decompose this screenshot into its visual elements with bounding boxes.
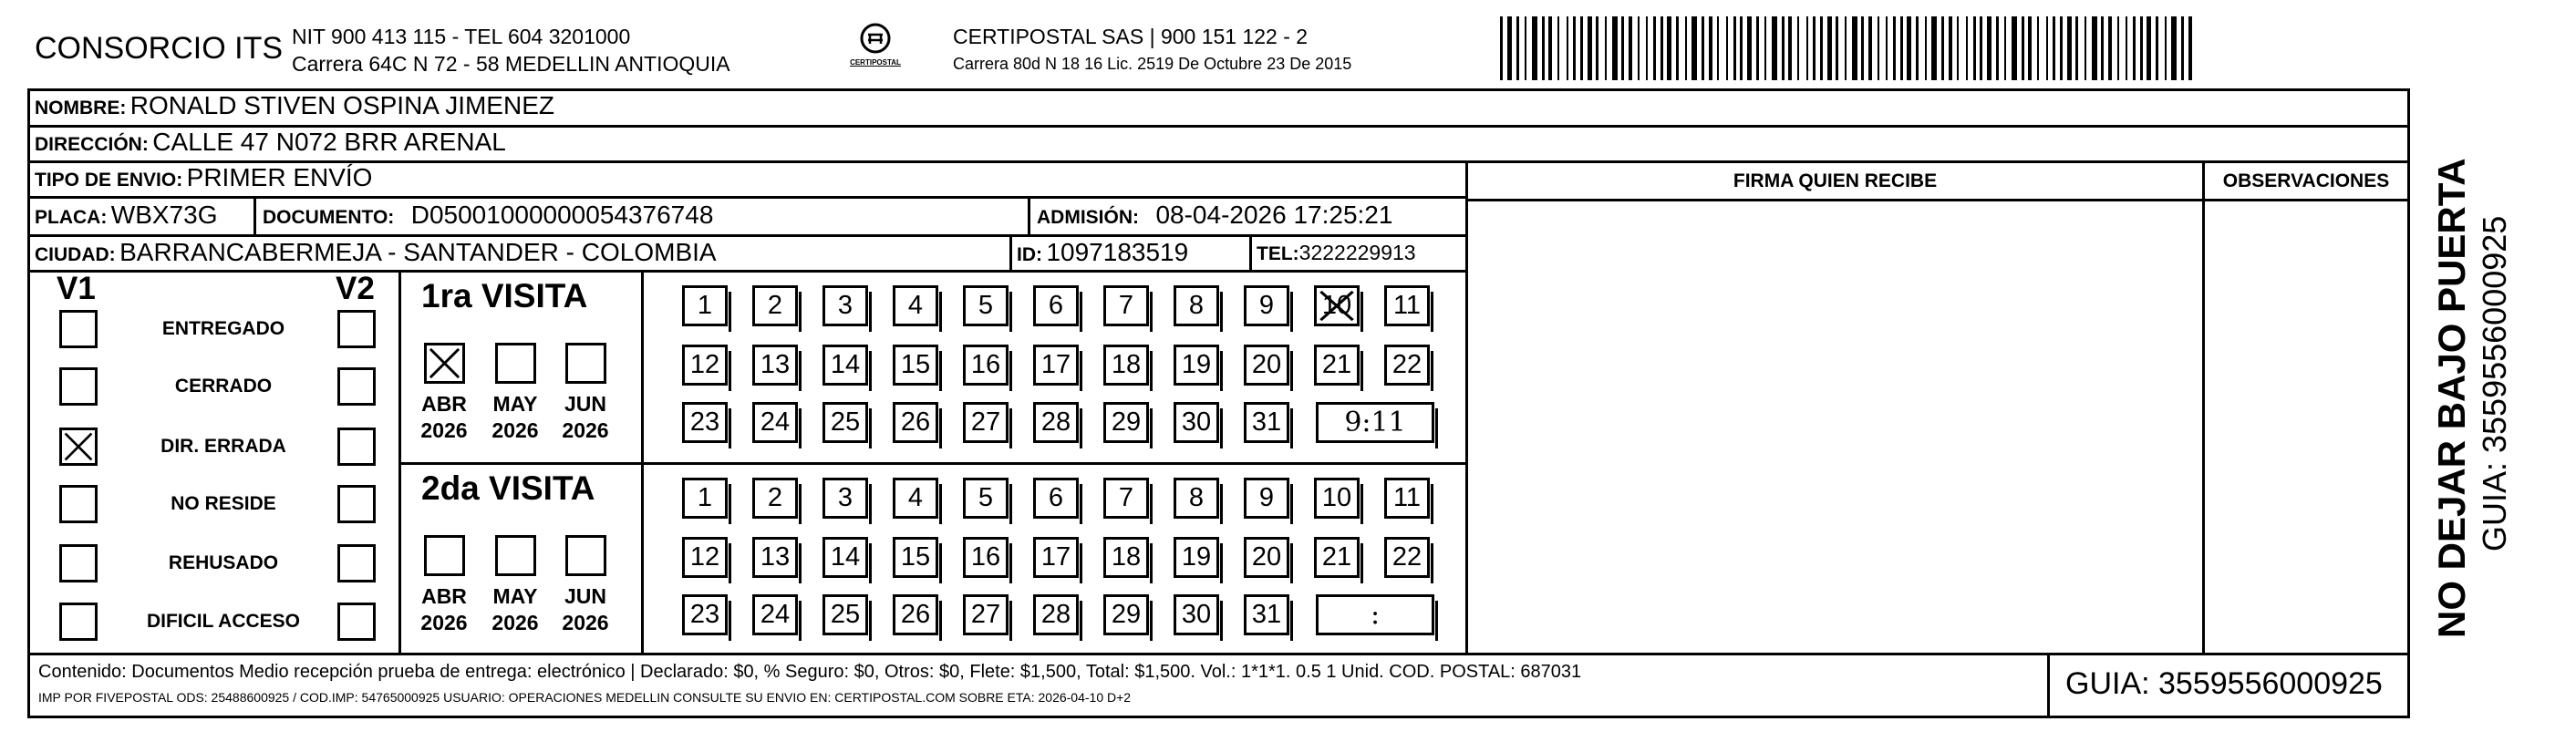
barcode <box>1500 16 2202 80</box>
footer-guia: GUIA: 3559556000925 <box>2065 666 2383 701</box>
firma-label: FIRMA QUIEN RECIBE <box>1733 170 1938 191</box>
company-address: Carrera 64C N 72 - 58 MEDELLIN ANTIOQUIA <box>292 52 730 76</box>
day-number: 3 <box>837 291 853 320</box>
month-name: ABR <box>421 584 467 608</box>
visit1-day-3[interactable] <box>822 285 868 326</box>
visit2-day-28[interactable] <box>1033 594 1079 635</box>
day-number: 19 <box>1181 542 1212 572</box>
company-nit: NIT 900 413 115 - TEL 604 3201000 <box>292 25 631 48</box>
v2-checkbox-2[interactable] <box>337 367 376 406</box>
visit2-day-2[interactable] <box>752 478 798 519</box>
visit2-day-8[interactable] <box>1174 478 1219 519</box>
visit2-day-7[interactable] <box>1103 478 1149 519</box>
row-line <box>27 270 1468 273</box>
visit2-day-15[interactable] <box>893 537 938 578</box>
visit1-title: 1ra VISITA <box>421 277 588 314</box>
day-number: 12 <box>689 542 720 572</box>
direccion-value: CALLE 47 N072 BRR ARENAL <box>152 128 506 156</box>
visit2-month-checkbox-3[interactable] <box>565 535 606 576</box>
tel-value: 3222229913 <box>1298 241 1416 264</box>
visit1-day-27[interactable] <box>963 402 1009 443</box>
tipo-row <box>35 163 372 192</box>
visit2-day-27[interactable] <box>963 594 1009 635</box>
status-option-label: DIFICIL ACCESO <box>146 611 300 632</box>
admision-label: ADMISIÓN: <box>1037 207 1139 228</box>
month-label <box>553 583 617 636</box>
ciudad-field <box>35 238 717 267</box>
month-label <box>412 391 476 444</box>
visit1-day-20[interactable] <box>1244 345 1289 386</box>
v2-checkbox-5[interactable] <box>337 544 376 582</box>
day-number: 30 <box>1181 600 1212 629</box>
nombre-label: NOMBRE: <box>35 98 127 119</box>
day-number: 30 <box>1181 407 1212 437</box>
v2-label: V2 <box>336 271 375 306</box>
courier-name: CERTIPOSTAL SAS | 900 151 122 - 2 <box>953 25 1309 48</box>
visit1-day-30[interactable] <box>1174 402 1219 443</box>
visit2-day-13[interactable] <box>752 537 798 578</box>
frame-bottom <box>27 716 2410 718</box>
visit1-day-21[interactable] <box>1314 345 1360 386</box>
month-label <box>412 583 476 636</box>
col-line <box>641 270 644 653</box>
day-number: 9 <box>1258 291 1275 320</box>
visit1-day-6[interactable] <box>1033 285 1079 326</box>
visit2-day-18[interactable] <box>1103 537 1149 578</box>
v2-checkbox-3[interactable] <box>337 428 376 466</box>
company-name: CONSORCIO ITS <box>35 31 284 66</box>
observaciones-area[interactable] <box>2205 201 2407 653</box>
ciudad-label: CIUDAD: <box>35 244 116 265</box>
tipo-value: PRIMER ENVÍO <box>186 163 373 191</box>
day-number: 2 <box>767 291 783 320</box>
month-label <box>483 391 547 444</box>
ciudad-value: BARRANCABERMEJA - SANTANDER - COLOMBIA <box>119 238 717 266</box>
certipostal-logo <box>825 18 926 75</box>
day-number: 8 <box>1188 291 1205 320</box>
status-option-label: NO RESIDE <box>171 493 276 514</box>
visit1-month-checkbox-2[interactable] <box>495 343 536 384</box>
visit2-day-23[interactable] <box>682 594 728 635</box>
day-number: 31 <box>1251 407 1282 437</box>
day-number: 26 <box>900 600 931 629</box>
visit1-day-19[interactable] <box>1174 345 1219 386</box>
visit1-day-15[interactable] <box>893 345 938 386</box>
visit2-time-field[interactable] <box>1316 594 1434 635</box>
day-number: 28 <box>1040 407 1071 437</box>
row-line <box>27 160 2410 163</box>
status-option-label: REHUSADO <box>168 552 279 573</box>
day-number: 2 <box>767 483 783 512</box>
visit2-day-4[interactable] <box>893 478 938 519</box>
month-name: MAY <box>492 584 538 608</box>
placa-label: PLACA: <box>35 207 108 228</box>
visit2-month-checkbox-2[interactable] <box>495 535 536 576</box>
day-number: 14 <box>830 542 861 572</box>
month-year: 2026 <box>420 611 468 634</box>
col-line <box>253 196 256 234</box>
day-number: 22 <box>1391 542 1422 572</box>
day-number: 6 <box>1048 291 1064 320</box>
visit2-day-1[interactable] <box>682 478 728 519</box>
day-number: 1 <box>697 483 713 512</box>
placa-value: WBX73G <box>110 201 218 229</box>
month-name: JUN <box>564 584 606 608</box>
month-name: JUN <box>564 392 606 416</box>
observaciones-label: OBSERVACIONES <box>2222 170 2390 191</box>
visit2-day-21[interactable] <box>1314 537 1360 578</box>
row-line <box>27 653 2410 655</box>
day-number: 25 <box>830 600 861 629</box>
side-guia: GUIA: 3559556000925 <box>2476 215 2513 551</box>
day-number: 21 <box>1321 350 1352 379</box>
tipo-label: TIPO DE ENVIO: <box>35 170 183 191</box>
visit1-day-12[interactable] <box>682 345 728 386</box>
day-number: 24 <box>760 407 791 437</box>
day-number: 15 <box>900 542 931 572</box>
visit2-day-29[interactable] <box>1103 594 1149 635</box>
visit1-day-28[interactable] <box>1033 402 1079 443</box>
visit2-day-19[interactable] <box>1174 537 1219 578</box>
day-number: 21 <box>1321 542 1352 572</box>
month-year: 2026 <box>562 418 609 442</box>
month-label <box>553 391 617 444</box>
visit2-day-5[interactable] <box>963 478 1009 519</box>
day-number: 24 <box>760 600 791 629</box>
visit1-day-26[interactable] <box>893 402 938 443</box>
visit2-day-11[interactable] <box>1384 478 1430 519</box>
x-mark-icon <box>62 430 95 463</box>
visit2-day-31[interactable] <box>1244 594 1289 635</box>
month-year: 2026 <box>562 611 609 634</box>
visit-divider <box>398 462 1468 465</box>
nombre-row <box>35 91 554 120</box>
day-number: 23 <box>689 407 720 437</box>
visit1-day-14[interactable] <box>822 345 868 386</box>
visit1-day-23[interactable] <box>682 402 728 443</box>
visit1-day-4[interactable] <box>893 285 938 326</box>
day-number: 18 <box>1111 350 1142 379</box>
logo-caption: CERTIPOSTAL <box>850 58 901 67</box>
day-number: 13 <box>760 542 791 572</box>
day-number: 13 <box>760 350 791 379</box>
visit2-day-6[interactable] <box>1033 478 1079 519</box>
day-number: 29 <box>1111 407 1142 437</box>
day-number: 8 <box>1188 483 1205 512</box>
v2-checkbox-4[interactable] <box>337 485 376 523</box>
day-number: 4 <box>907 291 924 320</box>
visit2-day-14[interactable] <box>822 537 868 578</box>
visit1-month-checkbox-1[interactable] <box>424 343 465 384</box>
visit1-day-11[interactable] <box>1384 285 1430 326</box>
footer-contenido: Contenido: Documentos Medio recepción prueba de entrega: electrónico | Declarado: $0, % Seguro: $0, Otros: $0, Flete: $1,500, Total: $1,500. Vol.: 1*1*1. 0.5 1 Unid. COD. POSTAL: 687031 <box>38 662 1582 682</box>
placa-field <box>35 201 217 230</box>
x-mark-icon <box>427 345 462 381</box>
visit2-day-12[interactable] <box>682 537 728 578</box>
day-number: 26 <box>900 407 931 437</box>
day-number: 7 <box>1118 483 1134 512</box>
v1-checkbox-1[interactable] <box>59 310 98 348</box>
day-number: 10 <box>1321 291 1352 320</box>
frame-left <box>27 88 30 717</box>
visit2-day-30[interactable] <box>1174 594 1219 635</box>
v1-label: V1 <box>57 271 96 306</box>
day-number: 7 <box>1118 291 1134 320</box>
day-number: 27 <box>970 407 1001 437</box>
visit1-day-29[interactable] <box>1103 402 1149 443</box>
month-name: MAY <box>492 392 538 416</box>
visit1-day-10[interactable] <box>1314 285 1360 326</box>
visit1-day-8[interactable] <box>1174 285 1219 326</box>
day-number: 6 <box>1048 483 1064 512</box>
visit1-day-24[interactable] <box>752 402 798 443</box>
visit1-month-checkbox-3[interactable] <box>565 343 606 384</box>
col-line <box>1009 234 1012 270</box>
visit2-day-20[interactable] <box>1244 537 1289 578</box>
id-value: 1097183519 <box>1046 238 1189 266</box>
visit2-day-9[interactable] <box>1244 478 1289 519</box>
status-option-label: ENTREGADO <box>161 318 285 339</box>
tel-label: TEL: <box>1257 243 1299 264</box>
time-value: : <box>1370 598 1381 631</box>
day-number: 3 <box>837 483 853 512</box>
direccion-row <box>35 128 506 157</box>
courier-address: Carrera 80d N 18 16 Lic. 2519 De Octubre 23 De 2015 <box>953 55 1352 73</box>
admision-value: 08-04-2026 17:25:21 <box>1155 201 1393 229</box>
visit2-day-26[interactable] <box>893 594 938 635</box>
visit1-day-9[interactable] <box>1244 285 1289 326</box>
visit1-day-25[interactable] <box>822 402 868 443</box>
visit2-day-10[interactable] <box>1314 478 1360 519</box>
day-number: 17 <box>1040 542 1071 572</box>
tel-field <box>1257 241 1416 265</box>
visit1-day-31[interactable] <box>1244 402 1289 443</box>
day-number: 16 <box>970 542 1001 572</box>
v2-checkbox-6[interactable] <box>337 603 376 641</box>
v1-checkbox-3[interactable] <box>59 428 98 466</box>
admision-field <box>1037 201 1392 230</box>
visit2-day-25[interactable] <box>822 594 868 635</box>
id-label: ID: <box>1017 244 1042 265</box>
month-year: 2026 <box>491 611 539 634</box>
visit2-day-22[interactable] <box>1384 537 1430 578</box>
day-number: 25 <box>830 407 861 437</box>
nombre-value: RONALD STIVEN OSPINA JIMENEZ <box>129 91 554 119</box>
day-number: 14 <box>830 350 861 379</box>
visit1-day-2[interactable] <box>752 285 798 326</box>
visit1-day-7[interactable] <box>1103 285 1149 326</box>
visit2-month-checkbox-1[interactable] <box>424 535 465 576</box>
documento-value: D05001000000054376748 <box>410 201 714 229</box>
day-number: 20 <box>1251 350 1282 379</box>
day-number: 5 <box>978 291 994 320</box>
month-year: 2026 <box>491 418 539 442</box>
day-number: 16 <box>970 350 1001 379</box>
month-label <box>483 583 547 636</box>
day-number: 19 <box>1181 350 1212 379</box>
day-number: 10 <box>1321 483 1352 512</box>
signature-area[interactable] <box>1468 201 2202 653</box>
row-line <box>27 196 1468 199</box>
day-number: 17 <box>1040 350 1071 379</box>
visit2-title: 2da VISITA <box>421 469 595 507</box>
day-number: 27 <box>970 600 1001 629</box>
month-name: ABR <box>421 392 467 416</box>
visit1-day-17[interactable] <box>1033 345 1079 386</box>
col-line <box>398 270 401 653</box>
day-number: 4 <box>907 483 924 512</box>
visit2-day-17[interactable] <box>1033 537 1079 578</box>
day-number: 15 <box>900 350 931 379</box>
row-line <box>27 234 1468 237</box>
day-number: 11 <box>1392 483 1422 512</box>
col-line <box>1028 196 1030 234</box>
day-number: 11 <box>1392 291 1422 320</box>
visit1-day-22[interactable] <box>1384 345 1430 386</box>
visit1-day-16[interactable] <box>963 345 1009 386</box>
day-number: 20 <box>1251 542 1282 572</box>
frame-right <box>2407 88 2410 717</box>
status-option-label: DIR. ERRADA <box>160 436 286 457</box>
no-dejar-warning: NO DEJAR BAJO PUERTA <box>2430 158 2473 638</box>
visit1-day-1[interactable] <box>682 285 728 326</box>
day-number: 12 <box>689 350 720 379</box>
col-line <box>1249 234 1252 270</box>
documento-label: DOCUMENTO: <box>263 207 395 228</box>
day-number: 23 <box>689 600 720 629</box>
day-number: 9 <box>1258 483 1275 512</box>
visit1-day-5[interactable] <box>963 285 1009 326</box>
day-number: 29 <box>1111 600 1142 629</box>
v1-checkbox-6[interactable] <box>59 603 98 641</box>
day-number: 22 <box>1391 350 1422 379</box>
visit1-day-18[interactable] <box>1103 345 1149 386</box>
id-field <box>1017 238 1188 267</box>
footer-imp: IMP POR FIVEPOSTAL ODS: 25488600925 / COD.IMP: 54765000925 USUARIO: OPERACIONES MEDELLIN CONSULTE SU ENVIO EN: CERTIPOSTAL.COM SOBRE ETA: 2026-04-10 D+2 <box>38 690 1132 705</box>
day-number: 5 <box>978 483 994 512</box>
visit1-day-13[interactable] <box>752 345 798 386</box>
day-number: 18 <box>1111 542 1142 572</box>
v2-checkbox-1[interactable] <box>337 310 376 348</box>
status-option-label: CERRADO <box>174 376 273 397</box>
v1-checkbox-2[interactable] <box>59 367 98 406</box>
col-line <box>2047 653 2050 717</box>
visit2-day-16[interactable] <box>963 537 1009 578</box>
visit2-day-24[interactable] <box>752 594 798 635</box>
visit1-time-field[interactable] <box>1316 402 1434 443</box>
visit2-day-3[interactable] <box>822 478 868 519</box>
day-number: 31 <box>1251 600 1282 629</box>
documento-field <box>263 201 713 230</box>
x-mark-icon <box>1317 288 1357 324</box>
day-number: 1 <box>697 291 713 320</box>
time-value: 9:11 <box>1344 406 1406 438</box>
month-year: 2026 <box>420 418 468 442</box>
v1-checkbox-5[interactable] <box>59 544 98 582</box>
day-number: 28 <box>1040 600 1071 629</box>
direccion-label: DIRECCIÓN: <box>35 134 149 155</box>
v1-checkbox-4[interactable] <box>59 485 98 523</box>
